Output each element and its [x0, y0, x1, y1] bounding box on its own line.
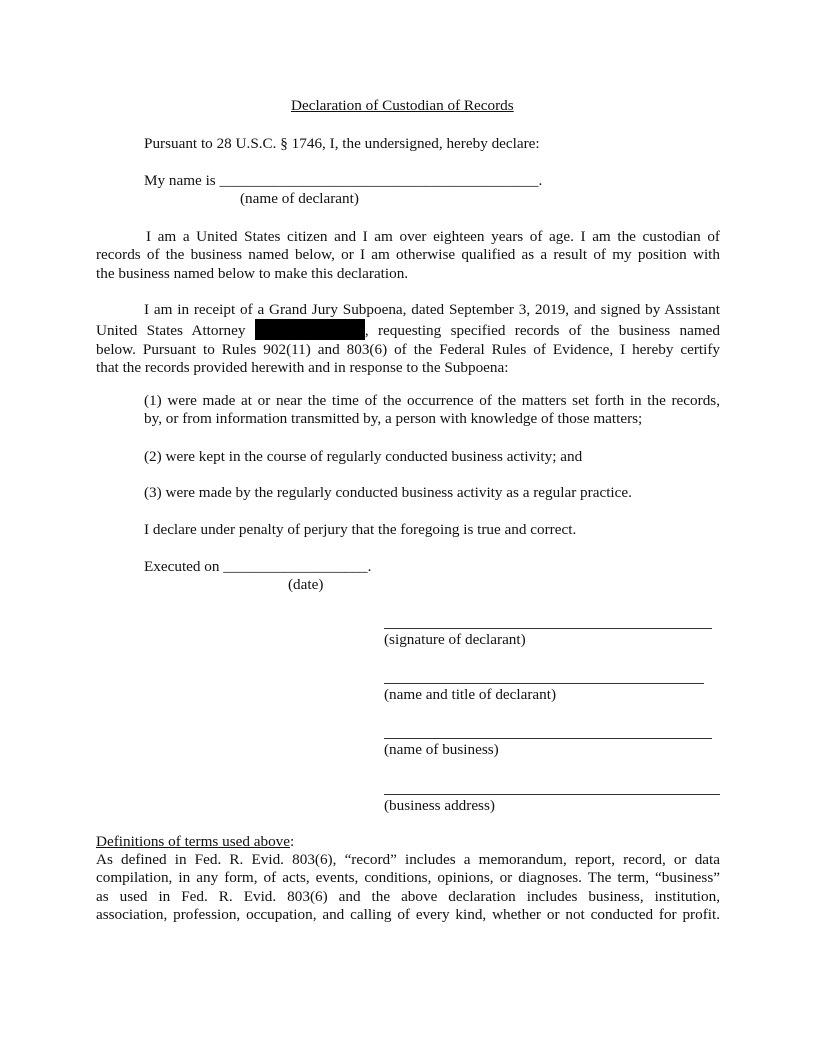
paragraph-subpoena	[96, 301, 720, 378]
perjury-statement: I declare under penalty of perjury that the foregoing is true and correct.	[144, 521, 577, 538]
item-line: (1) were made at or near the time of the occurrence of the matters set forth in the records,	[144, 392, 720, 409]
executed-line	[144, 558, 371, 576]
definitions-heading	[96, 833, 294, 851]
definitions-line: association, profession, occupation, and calling of every kind, whether or not conducted for profit.	[96, 906, 720, 924]
name-title-line	[384, 683, 704, 684]
name-line-prefix: My name is	[144, 172, 216, 189]
definitions-line: compilation, in any form, of acts, events, conditions, opinions, or diagnoses. The term, “business”	[96, 869, 720, 887]
item-3: (3) were made by the regularly conducted business activity as a regular practice.	[144, 484, 632, 501]
business-address-line	[384, 794, 720, 795]
definitions-heading-colon: :	[290, 833, 295, 850]
name-blank: __________________________________________.	[219, 172, 543, 189]
definitions-line: As defined in Fed. R. Evid. 803(6), “record” includes a memorandum, report, record, or data	[96, 851, 720, 868]
name-line	[144, 172, 542, 190]
definitions-heading-text: Definitions of terms used above	[96, 833, 291, 850]
intro-statement: Pursuant to 28 U.S.C. § 1746, I, the undersigned, hereby declare:	[144, 135, 540, 152]
date-blank: ___________________.	[223, 558, 372, 575]
business-name-line	[384, 738, 712, 739]
paragraph-line-redacted	[96, 319, 720, 340]
paragraph-text: , requesting specified records of the business named	[364, 322, 721, 340]
definitions-body	[96, 851, 720, 925]
paragraph-citizenship	[96, 228, 720, 283]
item-1	[144, 392, 720, 429]
item-line: by, or from information transmitted by, a person with knowledge of those matters;	[144, 410, 643, 428]
paragraph-line: that the records provided herewith and in response to the Subpoena:	[96, 359, 509, 377]
name-title-caption: (name and title of declarant)	[384, 686, 557, 703]
paragraph-line: the business named below to make this declaration.	[96, 264, 409, 282]
signature-caption: (signature of declarant)	[384, 631, 526, 648]
date-caption: (date)	[288, 576, 324, 593]
definitions-line: as used in Fed. R. Evid. 803(6) and the above declaration includes business, institution,	[96, 887, 720, 905]
business-address-caption: (business address)	[384, 797, 495, 814]
signature-line	[384, 628, 712, 629]
business-name-caption: (name of business)	[384, 741, 499, 758]
paragraph-line: I am in receipt of a Grand Jury Subpoena, dated September 3, 2019, and signed by Assistant	[144, 301, 720, 318]
item-2: (2) were kept in the course of regularly conducted business activity; and	[144, 448, 583, 465]
paragraph-line: below. Pursuant to Rules 902(11) and 803(6) of the Federal Rules of Evidence, I hereby certify	[96, 340, 720, 358]
document-title: Declaration of Custodian of Records	[291, 97, 514, 114]
paragraph-line: I am a United States citizen and I am over eighteen years of age. I am the custodian of	[146, 228, 720, 245]
name-caption: (name of declarant)	[240, 190, 359, 207]
redaction-box	[255, 319, 365, 340]
executed-prefix: Executed on	[144, 558, 220, 575]
paragraph-text: United States Attorney	[96, 322, 246, 340]
paragraph-line: records of the business named below, or I am otherwise qualified as a result of my position with	[96, 246, 720, 264]
